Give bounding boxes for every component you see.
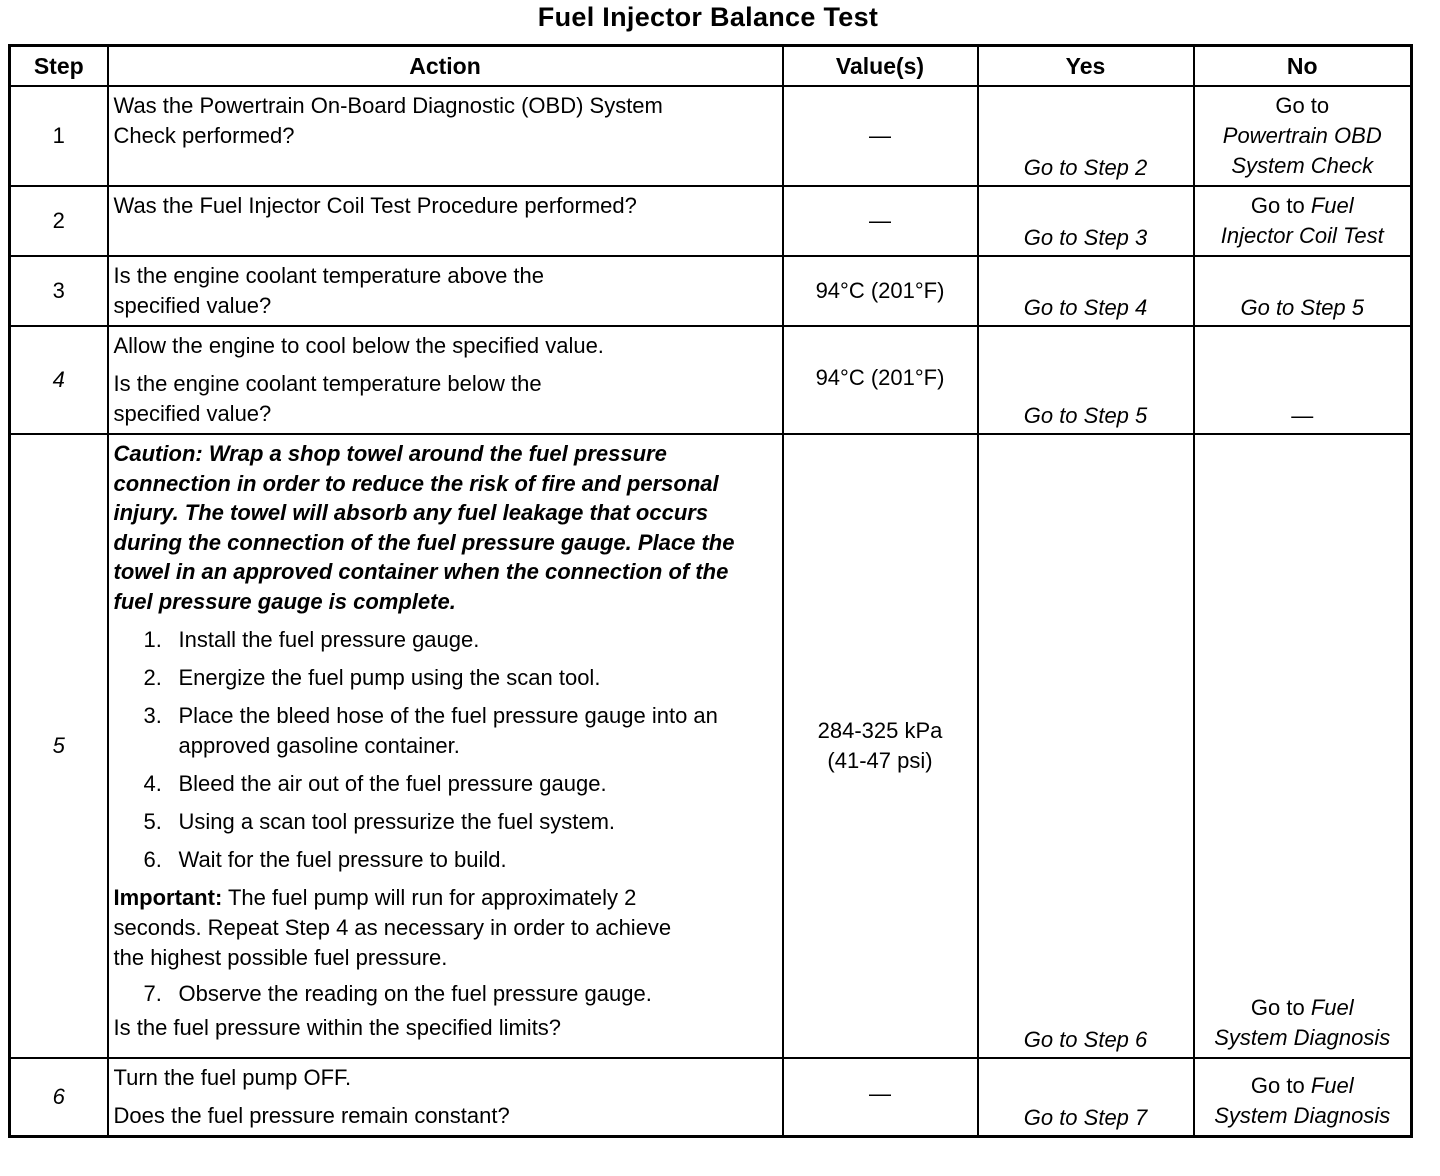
procedure-list <box>114 625 774 875</box>
yes-link[interactable]: Go to Step 4 <box>978 256 1194 326</box>
yes-link[interactable]: Go to Step 2 <box>978 86 1194 186</box>
list-item: 7. Observe the reading on the fuel pressure gauge. <box>143 980 652 1006</box>
list-item: 2. Energize the fuel pump using the scan tool. <box>143 664 601 690</box>
action-lead: Allow the engine to cool below the specified value. <box>113 333 604 358</box>
no-text: Powertrain OBD <box>1222 123 1382 148</box>
action-cell <box>108 186 783 256</box>
no-link[interactable] <box>1194 434 1412 1058</box>
action-line: Does the fuel pressure remain constant? <box>113 1103 510 1128</box>
header-step: Step <box>10 46 108 87</box>
action-line: Is the engine coolant temperature below the <box>113 371 542 396</box>
no-text: System Diagnosis <box>1214 1025 1391 1050</box>
step-number: 6 <box>10 1058 108 1136</box>
header-values: Value(s) <box>783 46 978 87</box>
yes-link[interactable]: Go to Step 7 <box>978 1058 1194 1136</box>
no-text: Go to <box>1250 193 1305 218</box>
value-cell: — <box>783 186 978 256</box>
action-line: specified value? <box>113 401 272 426</box>
no-link[interactable]: Go to Step 5 <box>1194 256 1412 326</box>
no-text: Injector Coil Test <box>1220 223 1384 248</box>
action-line: Is the engine coolant temperature above the <box>113 263 545 288</box>
list-item: 6. Wait for the fuel pressure to build. <box>143 846 507 872</box>
no-text: System Check <box>1231 153 1374 178</box>
no-text: Fuel <box>1310 193 1354 218</box>
no-text: Go to <box>1275 93 1330 118</box>
important-label: Important: <box>113 884 223 910</box>
action-lead: Turn the fuel pump OFF. <box>113 1065 352 1090</box>
question: Is the fuel pressure within the specified limits? <box>113 1014 562 1040</box>
no-text: Go to <box>1250 995 1305 1020</box>
action-line: Check performed? <box>113 123 295 148</box>
list-item: 3. Place the bleed hose of the fuel pressure gauge into an approved gasoline container. <box>143 702 718 758</box>
action-cell <box>108 256 783 326</box>
no-text: Fuel <box>1310 1072 1354 1098</box>
list-item: 4. Bleed the air out of the fuel pressure gauge. <box>143 770 607 796</box>
list-item: 5. Using a scan tool pressurize the fuel system. <box>143 808 616 834</box>
table-row <box>10 326 1412 434</box>
no-text: System Diagnosis <box>1214 1102 1391 1128</box>
yes-link[interactable]: Go to Step 3 <box>978 186 1194 256</box>
yes-link[interactable]: Go to Step 5 <box>978 326 1194 434</box>
value-line: 284-325 kPa <box>817 718 943 743</box>
no-link: — <box>1194 326 1412 434</box>
header-yes: Yes <box>978 46 1194 87</box>
action-line: Was the Fuel Injector Coil Test Procedure performed? <box>113 193 637 218</box>
diagnostic-table <box>8 44 1413 1138</box>
action-cell <box>108 434 783 1058</box>
value-cell: 94°C (201°F) <box>783 256 978 326</box>
step-number: 1 <box>10 86 108 186</box>
step-number: 4 <box>10 326 108 434</box>
no-link[interactable] <box>1194 1058 1412 1136</box>
procedure-list <box>114 979 774 1009</box>
no-text: Fuel <box>1310 995 1354 1020</box>
table-row <box>10 1058 1412 1136</box>
table-row <box>10 256 1412 326</box>
no-link[interactable] <box>1194 186 1412 256</box>
action-cell <box>108 86 783 186</box>
step-number: 3 <box>10 256 108 326</box>
value-cell: — <box>783 86 978 186</box>
action-cell <box>108 1058 783 1136</box>
header-action: Action <box>108 46 783 87</box>
table-row <box>10 86 1412 186</box>
list-item: 1. Install the fuel pressure gauge. <box>143 626 480 652</box>
important-text: The fuel pump will run for approximately 2 seconds. Repeat Step 4 as necessary in order to achieve the highest possible fuel pressure. <box>113 884 672 970</box>
action-line: Was the Powertrain On-Board Diagnostic (OBD) System <box>113 93 663 118</box>
step-number: 2 <box>10 186 108 256</box>
no-link[interactable] <box>1194 86 1412 186</box>
yes-link[interactable]: Go to Step 6 <box>978 434 1194 1058</box>
value-cell: 94°C (201°F) <box>783 326 978 434</box>
table-row <box>10 186 1412 256</box>
header-row <box>10 46 1412 87</box>
value-line: (41-47 psi) <box>827 748 933 773</box>
action-cell <box>108 326 783 434</box>
table-row <box>10 434 1412 1058</box>
step-number: 5 <box>10 434 108 1058</box>
page-title: Fuel Injector Balance Test <box>537 2 879 32</box>
value-cell: — <box>783 1058 978 1136</box>
no-text: Go to <box>1250 1072 1305 1098</box>
caution-note: Caution: Wrap a shop towel around the fuel pressure connection in order to reduce the risk of fire and personal injury. The towel will absorb any fuel leakage that occurs during the connection of the fuel pressure gauge. Place the towel in an approved container when the connection of the fuel pressure gauge is complete. <box>113 441 735 614</box>
header-no: No <box>1194 46 1412 87</box>
action-line: specified value? <box>113 293 272 318</box>
value-cell <box>783 434 978 1058</box>
important-note <box>114 883 774 973</box>
